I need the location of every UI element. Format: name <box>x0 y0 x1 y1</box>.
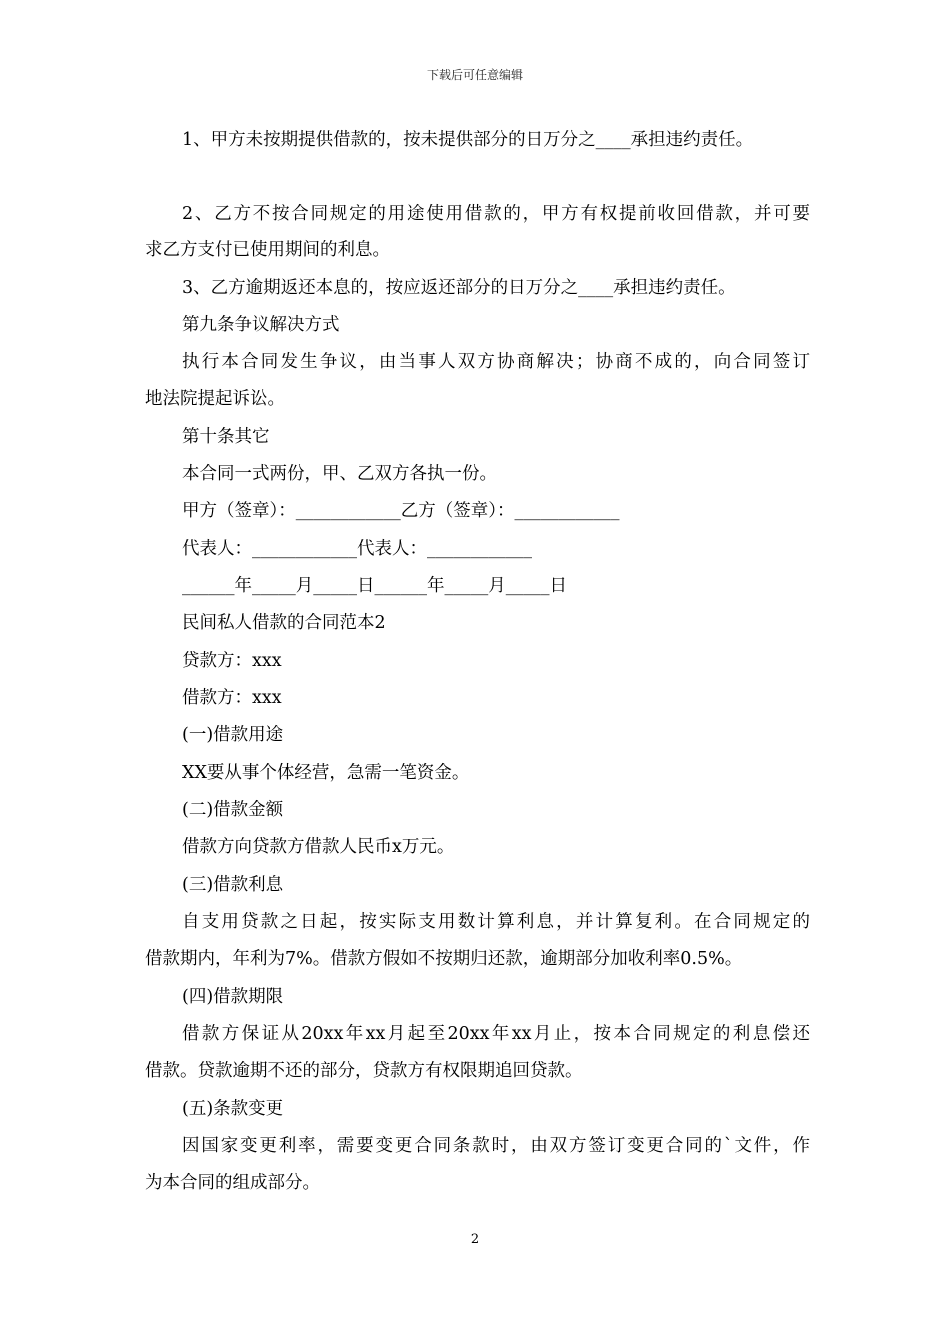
section-heading: 第九条争议解决方式 <box>182 315 340 335</box>
page-number: 2 <box>470 1232 480 1247</box>
section-heading: (五)条款变更 <box>182 1099 284 1119</box>
paragraph-line: 借款。贷款逾期不还的部分，贷款方有权限期追回贷款。 <box>145 1061 583 1081</box>
representative-line: 代表人：____________代表人：____________ <box>182 539 532 559</box>
lender-line: 贷款方：xxx <box>182 651 282 671</box>
page-header: 下载后可任意编辑 <box>426 68 523 82</box>
date-line: ______年_____月_____日______年_____月_____日 <box>182 576 567 596</box>
paragraph-line: 3、乙方逾期返还本息的，按应返还部分的日万分之____承担违约责任。 <box>182 278 736 298</box>
paragraph-line: 为本合同的组成部分。 <box>145 1173 320 1193</box>
section-title: 民间私人借款的合同范本2 <box>182 613 386 633</box>
section-heading: (三)借款利息 <box>182 875 284 895</box>
paragraph-line: 自支用贷款之日起，按实际支用数计算利息，并计算复利。在合同规定的 <box>182 912 810 932</box>
paragraph-line: 本合同一式两份，甲、乙双方各执一份。 <box>182 464 497 484</box>
paragraph-line: 2、乙方不按合同规定的用途使用借款的，甲方有权提前收回借款，并可要 <box>182 204 810 224</box>
paragraph-line: 1、甲方未按期提供借款的，按未提供部分的日万分之____承担违约责任。 <box>182 130 754 150</box>
section-heading: (一)借款用途 <box>182 725 284 745</box>
section-heading: (四)借款期限 <box>182 987 284 1007</box>
paragraph-line: 借款方保证从20xx年xx月起至20xx年xx月止，按本合同规定的利息偿还 <box>182 1024 810 1044</box>
paragraph-line: XX要从事个体经营，急需一笔资金。 <box>182 763 470 783</box>
paragraph-line: 执行本合同发生争议，由当事人双方协商解决；协商不成的，向合同签订 <box>182 352 810 372</box>
borrower-line: 借款方：xxx <box>182 688 282 708</box>
section-heading: 第十条其它 <box>182 427 270 447</box>
paragraph-line: 地法院提起诉讼。 <box>145 389 285 409</box>
signature-line: 甲方（签章）：____________乙方（签章）：____________ <box>182 501 620 521</box>
paragraph-line: 因国家变更利率，需要变更合同条款时，由双方签订变更合同的`文件，作 <box>182 1136 810 1156</box>
paragraph-line: 求乙方支付已使用期间的利息。 <box>145 240 390 260</box>
paragraph-line: 借款期内，年利为7%。借款方假如不按期归还款，逾期部分加收利率0.5%。 <box>145 949 743 969</box>
section-heading: (二)借款金额 <box>182 800 284 820</box>
paragraph-line: 借款方向贷款方借款人民币x万元。 <box>182 837 455 857</box>
